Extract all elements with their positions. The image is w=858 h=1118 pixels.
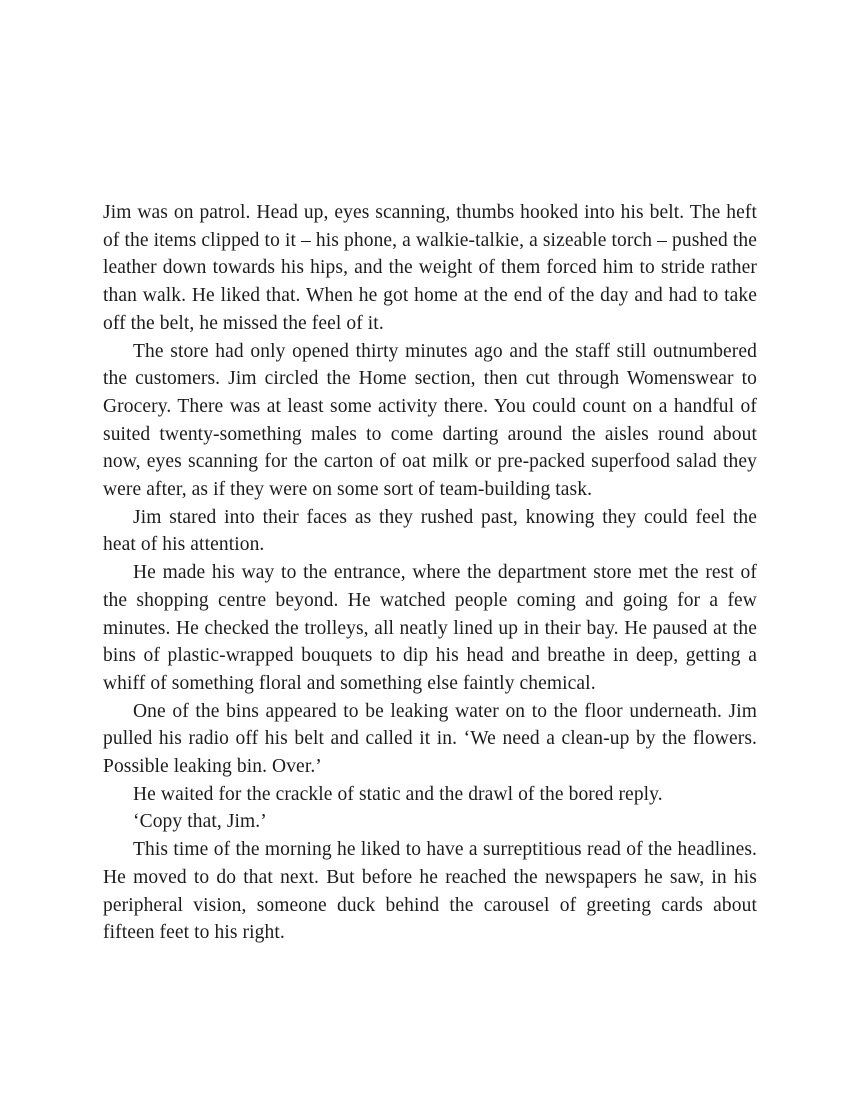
paragraph: Jim stared into their faces as they rushed past, knowing they could feel the heat of his attention. — [103, 506, 757, 556]
paragraph: Jim was on patrol. Head up, eyes scanning, thumbs hooked into his belt. The heft of the items clipped to it – his phone, a walkie-talkie, a sizeable torch – pushed the leather down towards his hips, and the weight of them forced him to stride rather than walk. He liked that. When he got home at the end of the day and had to take off the belt, he missed the feel of it. — [103, 202, 757, 334]
text-block — [103, 199, 757, 947]
paragraph: He waited for the crackle of static and the drawl of the bored reply. — [133, 783, 663, 805]
paragraph: He made his way to the entrance, where the department store met the rest of the shopping centre beyond. He watched people coming and going for a few minutes. He checked the trolleys, all neatly lined up in their bay. He paused at the bins of plastic-wrapped bouquets to dip his head and breathe in deep, getting a whiff of something floral and something else faintly chemical. — [103, 562, 757, 694]
paragraph: ‘Copy that, Jim.’ — [133, 811, 267, 833]
paragraph: One of the bins appeared to be leaking water on to the floor underneath. Jim pulled his radio off his belt and called it in. ‘We need a clean-up by the flowers. Possible leaking bin. Over.’ — [103, 700, 757, 778]
paragraph: The store had only opened thirty minutes ago and the staff still outnumbered the customers. Jim circled the Home section, then cut through Womenswear to Grocery. There was at least some activity there. You could count on a handful of suited twenty-something males to come darting around the aisles round about now, eyes scanning for the carton of oat milk or pre-packed superfood salad they were after, as if they were on some sort of team-building task. — [103, 340, 757, 501]
paragraph: This time of the morning he liked to have a surreptitious read of the headlines. He moved to do that next. But before he reached the newspapers he saw, in his peripheral vision, someone duck behind the carousel of greeting cards about fifteen feet to his right. — [103, 839, 757, 944]
